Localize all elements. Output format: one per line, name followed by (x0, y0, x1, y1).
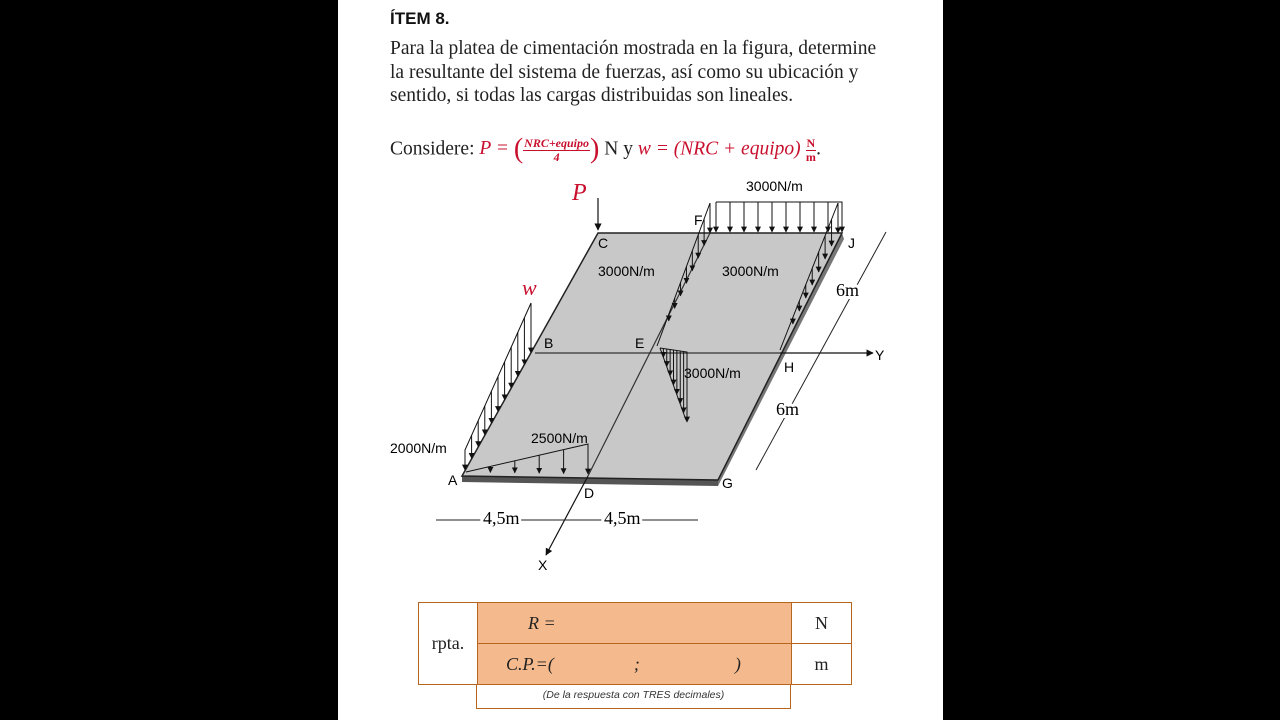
axis-x-label: X (538, 557, 548, 573)
point-a: A (448, 472, 458, 488)
center-point-field[interactable] (478, 644, 792, 685)
force-w-label: w (522, 275, 537, 300)
dim-hg: 6m (776, 399, 800, 419)
dim-ad: 4,5m (483, 508, 520, 528)
cp-label: C.P.=( (506, 653, 554, 674)
point-b: B (544, 335, 554, 351)
w-formula: w = (NRC + equipo) (637, 138, 801, 160)
consider-label: Considere: (390, 138, 475, 160)
load-ad: 2500N/m (531, 430, 588, 446)
p-unit: N (604, 138, 619, 160)
load-ab: 2000N/m (390, 440, 447, 456)
and-word: y (623, 138, 633, 160)
problem-statement: Para la platea de cimentación mostrada en la figura, determine la resultante del sistema de fuerzas, así como su ubicación y sentido, si todas las cargas distribuidas son lineales. (390, 38, 877, 106)
load-fe: 3000N/m (598, 263, 655, 279)
load-fj: 3000N/m (746, 178, 803, 194)
load-eg: 3000N/m (684, 365, 741, 381)
answer-label: rpta. (419, 603, 478, 685)
foundation-figure (338, 170, 943, 590)
decimal-note: (De la respuesta con TRES decimales) (476, 684, 791, 709)
center-point-unit: m (792, 644, 852, 685)
point-f: F (694, 212, 703, 228)
axis-y-label: Y (875, 347, 885, 363)
p-formula: P = ( $\frac{\text{NRC+equipo}}{4}$ ) (479, 134, 600, 165)
cp-separator: ; (633, 653, 640, 674)
resultant-field[interactable] (478, 603, 792, 644)
dim-dg: 4,5m (604, 508, 641, 528)
resultant-label: R = (528, 612, 556, 633)
point-c: C (598, 235, 609, 251)
dim-jh: 6m (836, 280, 860, 300)
w-unit: $\frac{N}{m}$ (805, 135, 816, 164)
point-j: J (848, 235, 855, 251)
cp-close: ) (734, 653, 741, 674)
item-title: ÍTEM 8. (390, 9, 450, 28)
resultant-unit: N (792, 603, 852, 644)
answer-table (418, 602, 852, 685)
point-h: H (784, 359, 795, 375)
point-g: G (722, 475, 733, 491)
point-e: E (635, 335, 645, 351)
point-d: D (584, 485, 595, 501)
document-page (338, 0, 943, 720)
load-jh: 3000N/m (722, 263, 779, 279)
consider-line: Considere: P = ( $\frac{\text{NRC+equipo}}{4}$ ) N y w = (NRC + equipo) $\frac{N}{m}$ . (390, 134, 822, 165)
force-p-label: P (572, 180, 587, 206)
load-fj-arrows (716, 202, 842, 232)
